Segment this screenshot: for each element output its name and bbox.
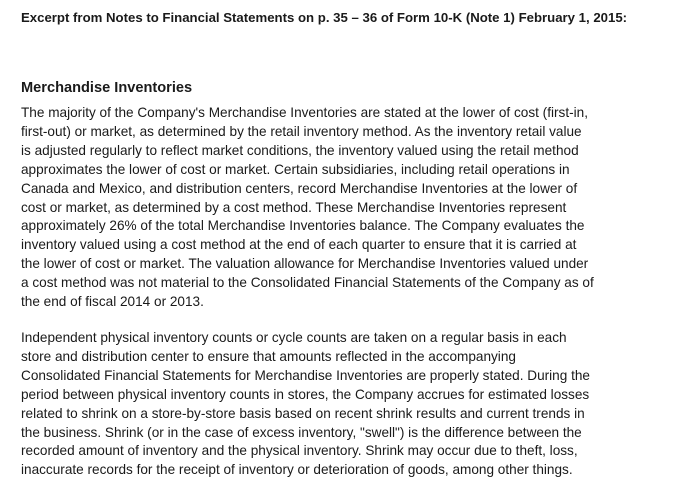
paragraph-line: approximates the lower of cost or market. Certain subsidiaries, including retail operations in: [21, 161, 570, 177]
paragraph-line: Consolidated Financial Statements for Merchandise Inventories are properly stated. During the: [21, 367, 590, 383]
section-title: Merchandise Inventories: [21, 80, 193, 96]
paragraph-line: the business. Shrink (or in the case of excess inventory, "swell") is the difference between the: [21, 424, 582, 440]
paragraph-line: period between physical inventory counts in stores, the Company accrues for estimated losses: [21, 386, 590, 402]
paragraph-line: cost or market, as determined by a cost method. These Merchandise Inventories represent: [21, 199, 567, 215]
paragraph-inventory-counts: [21, 329, 693, 480]
paragraph-line: a cost method was not material to the Consolidated Financial Statements of the Company as of: [21, 275, 594, 291]
paragraph-line: approximately 26% of the total Merchandise Inventories balance. The Company evaluates the: [21, 218, 585, 234]
paragraph-inventory-valuation: [21, 104, 693, 312]
paragraph-line: inventory valued using a cost method at the end of each quarter to ensure that it is carried at: [21, 237, 577, 253]
paragraph-line: the end of fiscal 2014 or 2013.: [21, 294, 204, 310]
paragraph-line: Canada and Mexico, and distribution centers, record Merchandise Inventories at the lower of: [21, 180, 578, 196]
paragraph-line: the lower of cost or market. The valuation allowance for Merchandise Inventories valued under: [21, 256, 589, 272]
paragraph-line: is adjusted regularly to reflect market conditions, the inventory valued using the retail method: [21, 142, 579, 158]
paragraph-line: recorded amount of inventory and the physical inventory. Shrink may occur due to theft, loss,: [21, 443, 578, 459]
document-heading: Excerpt from Notes to Financial Statements on p. 35 – 36 of Form 10-K (Note 1) February 1, 2015:: [21, 10, 628, 25]
paragraph-line: The majority of the Company's Merchandise Inventories are stated at the lower of cost (first-in,: [21, 105, 588, 120]
paragraph-line: store and distribution center to ensure that amounts reflected in the accompanying: [21, 348, 516, 364]
paragraph-line: first-out) or market, as determined by the retail inventory method. As the inventory retail value: [21, 123, 582, 139]
paragraph-line: related to shrink on a store-by-store basis based on recent shrink results and current trends in: [21, 405, 585, 421]
paragraph-line: inaccurate records for the receipt of inventory or deterioration of goods, among other things.: [21, 462, 573, 478]
paragraph-line: Independent physical inventory counts or cycle counts are taken on a regular basis in each: [21, 330, 567, 345]
